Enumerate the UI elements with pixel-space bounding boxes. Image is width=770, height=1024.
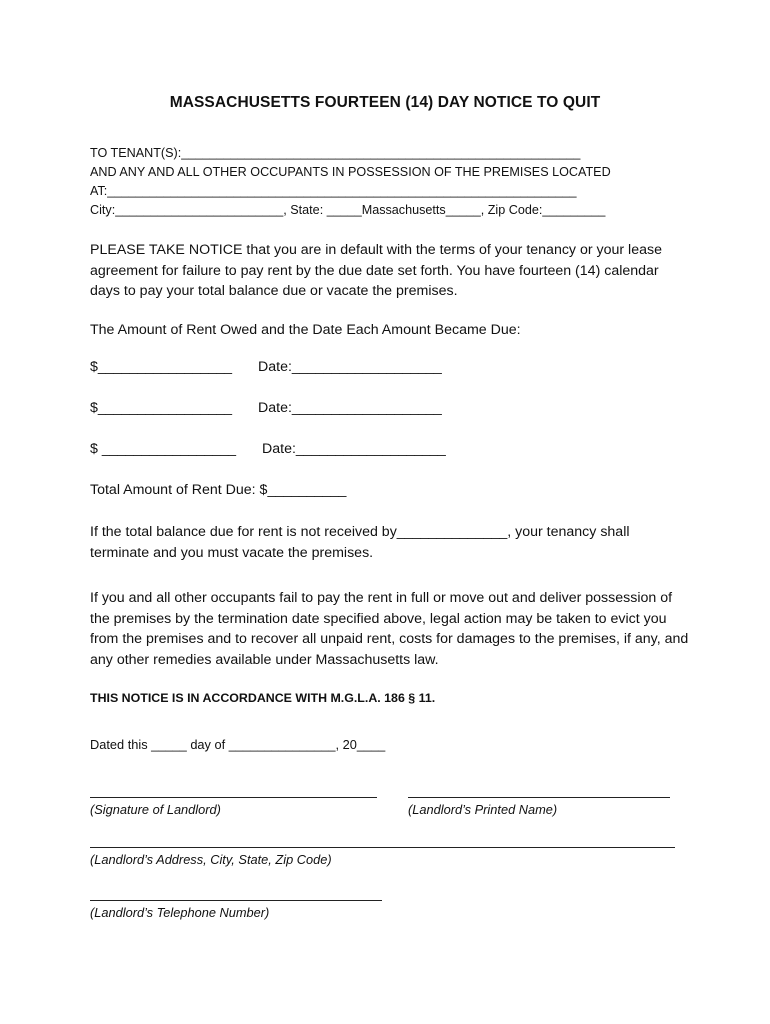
rent-date-1: Date:___________________ bbox=[258, 359, 442, 375]
landlord-signature-rule bbox=[90, 797, 377, 798]
premises-address-line: AT:___________________________________________________________________ bbox=[90, 184, 577, 198]
landlord-phone-caption: (Landlord’s Telephone Number) bbox=[90, 905, 270, 920]
legal-action-paragraph: If you and all other occupants fail to pay the rent in full or move out and deliver possession of the premises by the termination date specified above, legal action may be taken to evict you from the premises and to recover all unpaid rent, costs for damages to the premises, if any, and any other remedies available under Massachusetts law. bbox=[90, 590, 689, 668]
landlord-signature-caption: (Signature of Landlord) bbox=[90, 802, 221, 817]
termination-paragraph: If the total balance due for rent is not received by______________, your tenancy shall terminate and you must vacate the premises. bbox=[90, 524, 630, 561]
rent-date-3: Date:___________________ bbox=[262, 441, 446, 457]
occupants-line: AND ANY AND ALL OTHER OCCUPANTS IN POSSESSION OF THE PREMISES LOCATED bbox=[90, 165, 611, 179]
rent-amount-1: $_________________ bbox=[90, 359, 233, 375]
rent-amount-2: $_________________ bbox=[90, 400, 233, 416]
rent-amount-3: $ _________________ bbox=[90, 441, 236, 457]
landlord-address-caption: (Landlord’s Address, City, State, Zip Code) bbox=[90, 852, 332, 867]
landlord-name-rule bbox=[408, 797, 670, 798]
document-title: MASSACHUSETTS FOURTEEN (14) DAY NOTICE TO QUIT bbox=[169, 94, 601, 111]
state-value: _____Massachusetts_____ bbox=[326, 203, 481, 217]
statute-line: THIS NOTICE IS IN ACCORDANCE WITH M.G.L.A. 186 § 11. bbox=[90, 691, 436, 705]
city-label: City:________________________, State: bbox=[90, 203, 327, 217]
tenants-line: TO TENANT(S):_________________________________________________________ bbox=[90, 146, 581, 160]
landlord-name-caption: (Landlord’s Printed Name) bbox=[408, 802, 558, 817]
amounts-heading: The Amount of Rent Owed and the Date Each Amount Became Due: bbox=[90, 322, 521, 338]
dated-line: Dated this _____ day of _______________, 20____ bbox=[90, 737, 386, 752]
total-rent-line: Total Amount of Rent Due: $__________ bbox=[90, 482, 347, 498]
rent-date-2: Date:___________________ bbox=[258, 400, 442, 416]
landlord-phone-rule bbox=[90, 900, 382, 901]
notice-paragraph: PLEASE TAKE NOTICE that you are in default with the terms of your tenancy or your lease agreement for failure to pay rent by the due date set forth. You have fourteen (14) calendar days to pay your total balance due or vacate the premises. bbox=[90, 242, 662, 300]
landlord-address-rule bbox=[90, 847, 675, 848]
city-state-zip-line bbox=[90, 203, 605, 217]
zip-label: , Zip Code:_________ bbox=[480, 203, 606, 217]
